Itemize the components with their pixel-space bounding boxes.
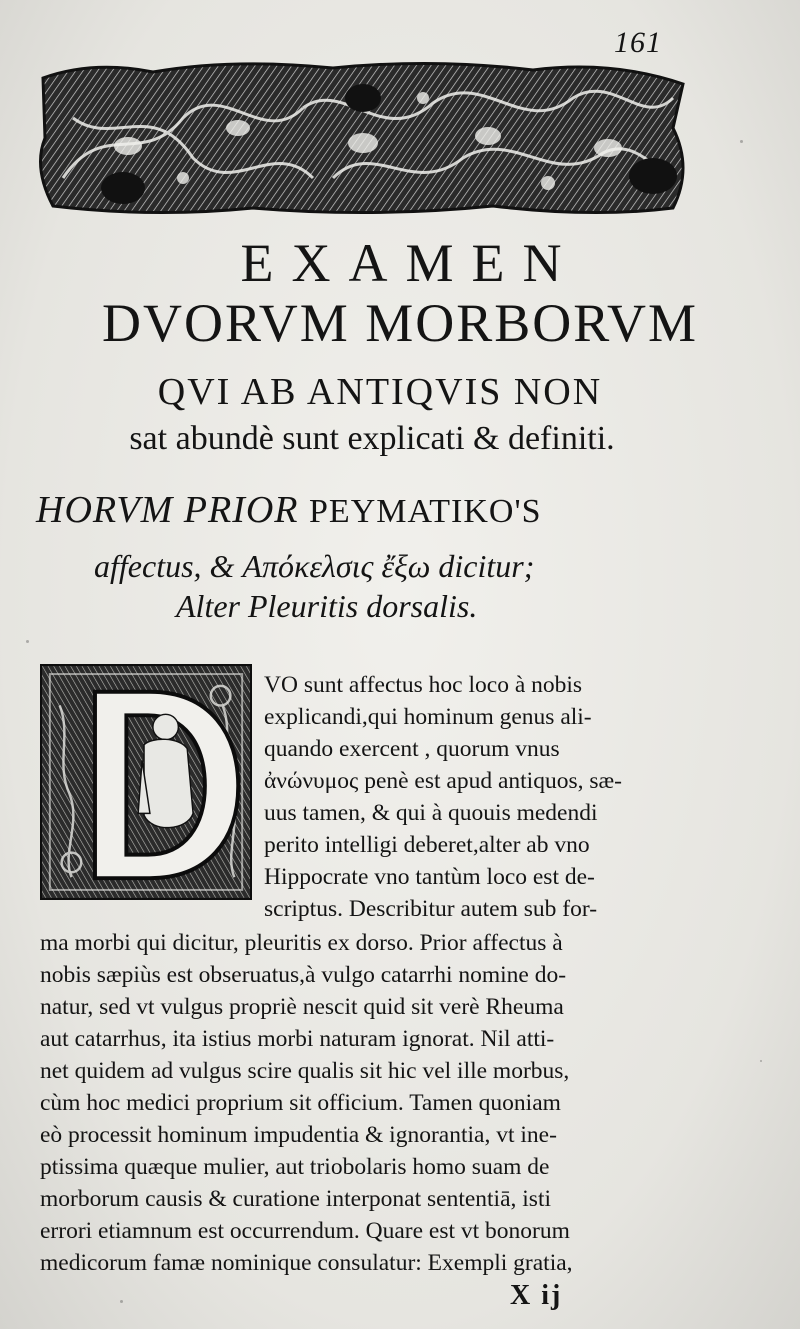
- text-line: aut catarrhus, ita istius morbi naturam ignorat. Nil atti-: [40, 1026, 555, 1052]
- text-line: scriptus. Describitur autem sub for-: [264, 896, 598, 922]
- text-line: explicandi,qui hominum genus ali-: [264, 704, 592, 730]
- paper-speck: [26, 640, 29, 643]
- subtitle-line-1: [36, 488, 542, 532]
- text-line: eò processit hominum impudentia & ignorantia, vt ine-: [40, 1122, 557, 1148]
- text-line: natur, sed vt vulgus propriè nescit quid sit verè Rheuma: [40, 994, 564, 1020]
- title-line-3: QVI AB ANTIQVIS NON: [157, 371, 603, 413]
- text-line: ma morbi qui dicitur, pleuritis ex dorso. Prior affectus à: [40, 930, 563, 956]
- text-line: ptissima quæque mulier, aut triobolaris homo suam de: [40, 1154, 550, 1180]
- subtitle-italic-part: HORVM PRIOR: [36, 489, 299, 531]
- paper-speck: [760, 1060, 762, 1062]
- title-line-2: DVORVM MORBORVM: [102, 293, 698, 353]
- subtitle-line-3: Alter Pleuritis dorsalis.: [176, 588, 478, 624]
- title-line-4: sat abundè sunt explicati & definiti.: [129, 420, 615, 457]
- text-line: nobis sæpiùs est obseruatus,à vulgo catarrhi nomine do-: [40, 962, 567, 988]
- title-line-1: EXAMEN: [240, 233, 580, 293]
- text-line: medicorum famæ nominique consulatur: Exempli gratia,: [40, 1250, 573, 1276]
- signature-mark: X ij: [510, 1280, 563, 1311]
- subtitle-upright-part: PEYMATIKO'S: [309, 493, 542, 530]
- page-number: 161: [614, 26, 662, 59]
- text-line: quando exercent , quorum vnus: [264, 736, 560, 762]
- text-line: errori etiamnum est occurrendum. Quare est vt bonorum: [40, 1218, 570, 1244]
- text-line: VO sunt affectus hoc loco à nobis: [264, 672, 583, 698]
- text-line: net quidem ad vulgus scire qualis sit hic vel ille morbus,: [40, 1058, 570, 1084]
- ornamental-headpiece: [33, 58, 693, 218]
- text-line: perito intelligi deberet,alter ab vno: [264, 832, 590, 858]
- text-line: uus tamen, & qui à quouis medendi: [264, 800, 598, 826]
- decorated-initial-d: [40, 664, 252, 900]
- paper-speck: [120, 1300, 123, 1303]
- text-line: morborum causis & curatione interponat sententiā, isti: [40, 1186, 551, 1212]
- text-line: cùm hoc medici proprium sit officium. Tamen quoniam: [40, 1090, 561, 1116]
- subtitle-line-2: affectus, & Απόκελσις ἔξω dicitur;: [94, 548, 535, 584]
- paper-speck: [740, 140, 743, 143]
- text-line: ἀνώνυμος penè est apud antiquos, sæ-: [264, 768, 622, 794]
- text-line: Hippocrate vno tantùm loco est de-: [264, 864, 595, 890]
